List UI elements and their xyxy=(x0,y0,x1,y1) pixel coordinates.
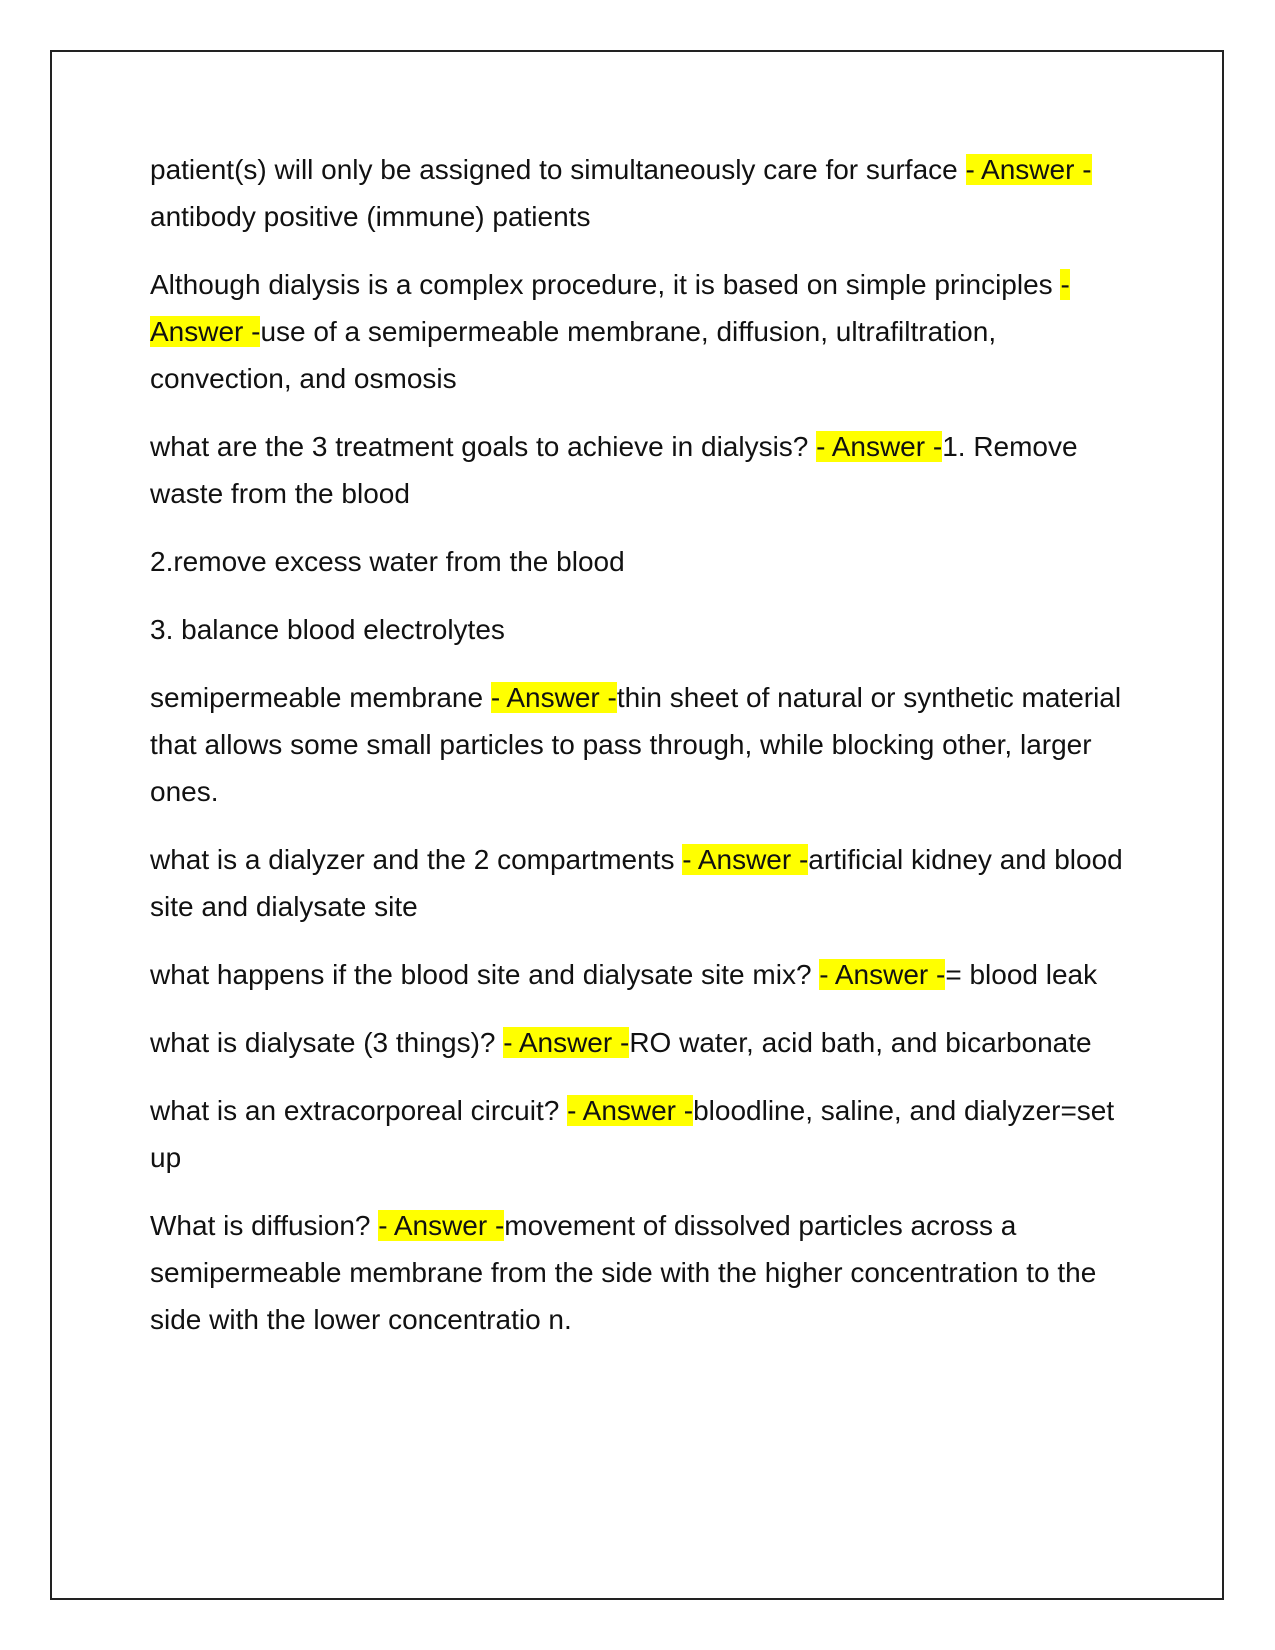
qa-entry xyxy=(150,951,1135,998)
qa-entry xyxy=(150,146,1135,240)
plain-paragraph: 3. balance blood electrolytes xyxy=(150,614,505,645)
plain-paragraph: 2.remove excess water from the blood xyxy=(150,546,625,577)
answer-text: thin sheet of natural or synthetic material that allows some small particles to pass through, while blocking other, larger ones. xyxy=(150,682,1122,807)
answer-marker: - Answer - xyxy=(490,682,617,713)
question-text: semipermeable membrane xyxy=(150,682,491,713)
qa-entry xyxy=(150,423,1135,517)
question-text: what happens if the blood site and dialysate site mix? xyxy=(150,959,820,990)
answer-marker: - Answer - xyxy=(567,1095,694,1126)
question-text: patient(s) will only be assigned to simultaneously care for surface xyxy=(150,154,966,185)
answer-text: RO water, acid bath, and bicarbonate xyxy=(629,1027,1092,1058)
answer-marker: - Answer - xyxy=(682,844,809,875)
question-text: What is diffusion? xyxy=(150,1210,379,1241)
answer-marker: - Answer - xyxy=(503,1027,630,1058)
question-text: what is a dialyzer and the 2 compartments xyxy=(150,844,683,875)
answer-marker: - Answer - xyxy=(819,959,946,990)
question-text: what are the 3 treatment goals to achieve in dialysis? xyxy=(150,431,817,462)
answer-text: movement of dissolved particles across a semipermeable membrane from the side with the higher concentration to the side with the lower concentratio n. xyxy=(150,1210,1097,1335)
question-text: what is an extracorporeal circuit? xyxy=(150,1095,568,1126)
document-body xyxy=(150,146,1135,1364)
question-text: Although dialysis is a complex procedure, it is based on simple principles xyxy=(150,269,1061,300)
answer-marker: - Answer - xyxy=(378,1210,505,1241)
answer-marker: - Answer - xyxy=(816,431,943,462)
qa-entry xyxy=(150,1087,1135,1181)
qa-entry xyxy=(150,261,1135,402)
qa-entry xyxy=(150,1019,1135,1066)
answer-text: 1. Remove waste from the blood xyxy=(150,431,1078,509)
qa-entry xyxy=(150,836,1135,930)
question-text: what is dialysate (3 things)? xyxy=(150,1027,504,1058)
qa-entry xyxy=(150,1202,1135,1343)
answer-text: antibody positive (immune) patients xyxy=(150,201,591,232)
answer-text: = blood leak xyxy=(945,959,1098,990)
answer-marker: - Answer - xyxy=(150,269,1070,347)
qa-entry xyxy=(150,674,1135,815)
answer-text: use of a semipermeable membrane, diffusion, ultrafiltration, convection, and osmosis xyxy=(150,316,997,394)
answer-marker: - Answer - xyxy=(965,154,1092,185)
answer-text: bloodline, saline, and dialyzer=set up xyxy=(150,1095,1115,1173)
answer-text: artificial kidney and blood site and dialysate site xyxy=(150,844,1123,922)
